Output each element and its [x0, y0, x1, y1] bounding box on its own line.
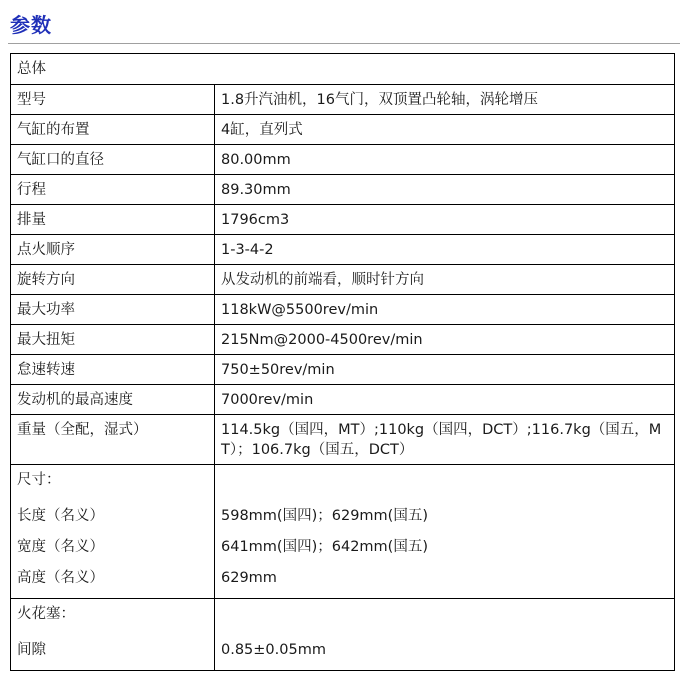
row-value: 7000rev/min — [215, 385, 675, 415]
dimensions-heading: 尺寸： — [17, 472, 61, 488]
spark-plug-heading: 火花塞： — [17, 606, 75, 622]
table-row-section-general — [11, 54, 675, 85]
row-value: 80.00mm — [215, 145, 675, 175]
title-divider — [8, 43, 680, 44]
row-label: 最大扭矩 — [11, 325, 215, 355]
table-row — [11, 295, 675, 325]
row-label: 型号 — [11, 85, 215, 115]
row-label: 行程 — [11, 175, 215, 205]
dimensions-heading-blank — [221, 470, 669, 501]
row-label: 发动机的最高速度 — [11, 385, 215, 415]
table-row — [11, 175, 675, 205]
spark-plug-heading-blank — [221, 604, 669, 635]
row-value: 1-3-4-2 — [215, 235, 675, 265]
row-value: 1.8升汽油机，16气门，双顶置凸轮轴，涡轮增压 — [215, 85, 675, 115]
row-label: 重量（全配，湿式） — [11, 415, 215, 465]
row-value: 1796cm3 — [215, 205, 675, 235]
table-row — [11, 385, 675, 415]
spark-plug-label: 间隙 — [17, 642, 46, 658]
dimensions-values — [215, 465, 675, 599]
row-label: 最大功率 — [11, 295, 215, 325]
table-row — [11, 85, 675, 115]
row-value: 4缸，直列式 — [215, 115, 675, 145]
spec-table — [10, 53, 675, 671]
row-label: 旋转方向 — [11, 265, 215, 295]
dimension-value: 629mm — [221, 570, 277, 586]
row-value: 750±50rev/min — [215, 355, 675, 385]
table-row — [11, 235, 675, 265]
dimensions-labels — [11, 465, 215, 599]
row-value: 89.30mm — [215, 175, 675, 205]
spark-plug-values — [215, 599, 675, 671]
dimension-value: 598mm(国四)；629mm(国五) — [221, 508, 428, 524]
dimension-value: 641mm(国四)；642mm(国五) — [221, 539, 428, 555]
spark-plug-value: 0.85±0.05mm — [221, 642, 326, 658]
table-row — [11, 355, 675, 385]
row-value: 114.5kg（国四，MT）;110kg（国四，DCT）;116.7kg（国五，MT）；106.7kg（国五，DCT） — [215, 415, 675, 465]
section-heading-general: 总体 — [11, 54, 675, 85]
row-label: 怠速转速 — [11, 355, 215, 385]
row-value: 215Nm@2000-4500rev/min — [215, 325, 675, 355]
page-title: 参数 — [10, 13, 52, 37]
table-row — [11, 325, 675, 355]
row-label: 气缸口的直径 — [11, 145, 215, 175]
row-label: 排量 — [11, 205, 215, 235]
row-label: 气缸的布置 — [11, 115, 215, 145]
table-row — [11, 415, 675, 465]
dimension-label: 宽度（名义） — [17, 539, 104, 555]
row-value: 118kW@5500rev/min — [215, 295, 675, 325]
table-row — [11, 265, 675, 295]
table-row-spark-plug — [11, 599, 675, 671]
table-row-dimensions — [11, 465, 675, 599]
row-value: 从发动机的前端看，顺时针方向 — [215, 265, 675, 295]
dimension-label: 长度（名义） — [17, 508, 104, 524]
table-row — [11, 115, 675, 145]
table-row — [11, 205, 675, 235]
dimension-label: 高度（名义） — [17, 570, 104, 586]
row-label: 点火顺序 — [11, 235, 215, 265]
table-row — [11, 145, 675, 175]
spark-plug-labels — [11, 599, 215, 671]
